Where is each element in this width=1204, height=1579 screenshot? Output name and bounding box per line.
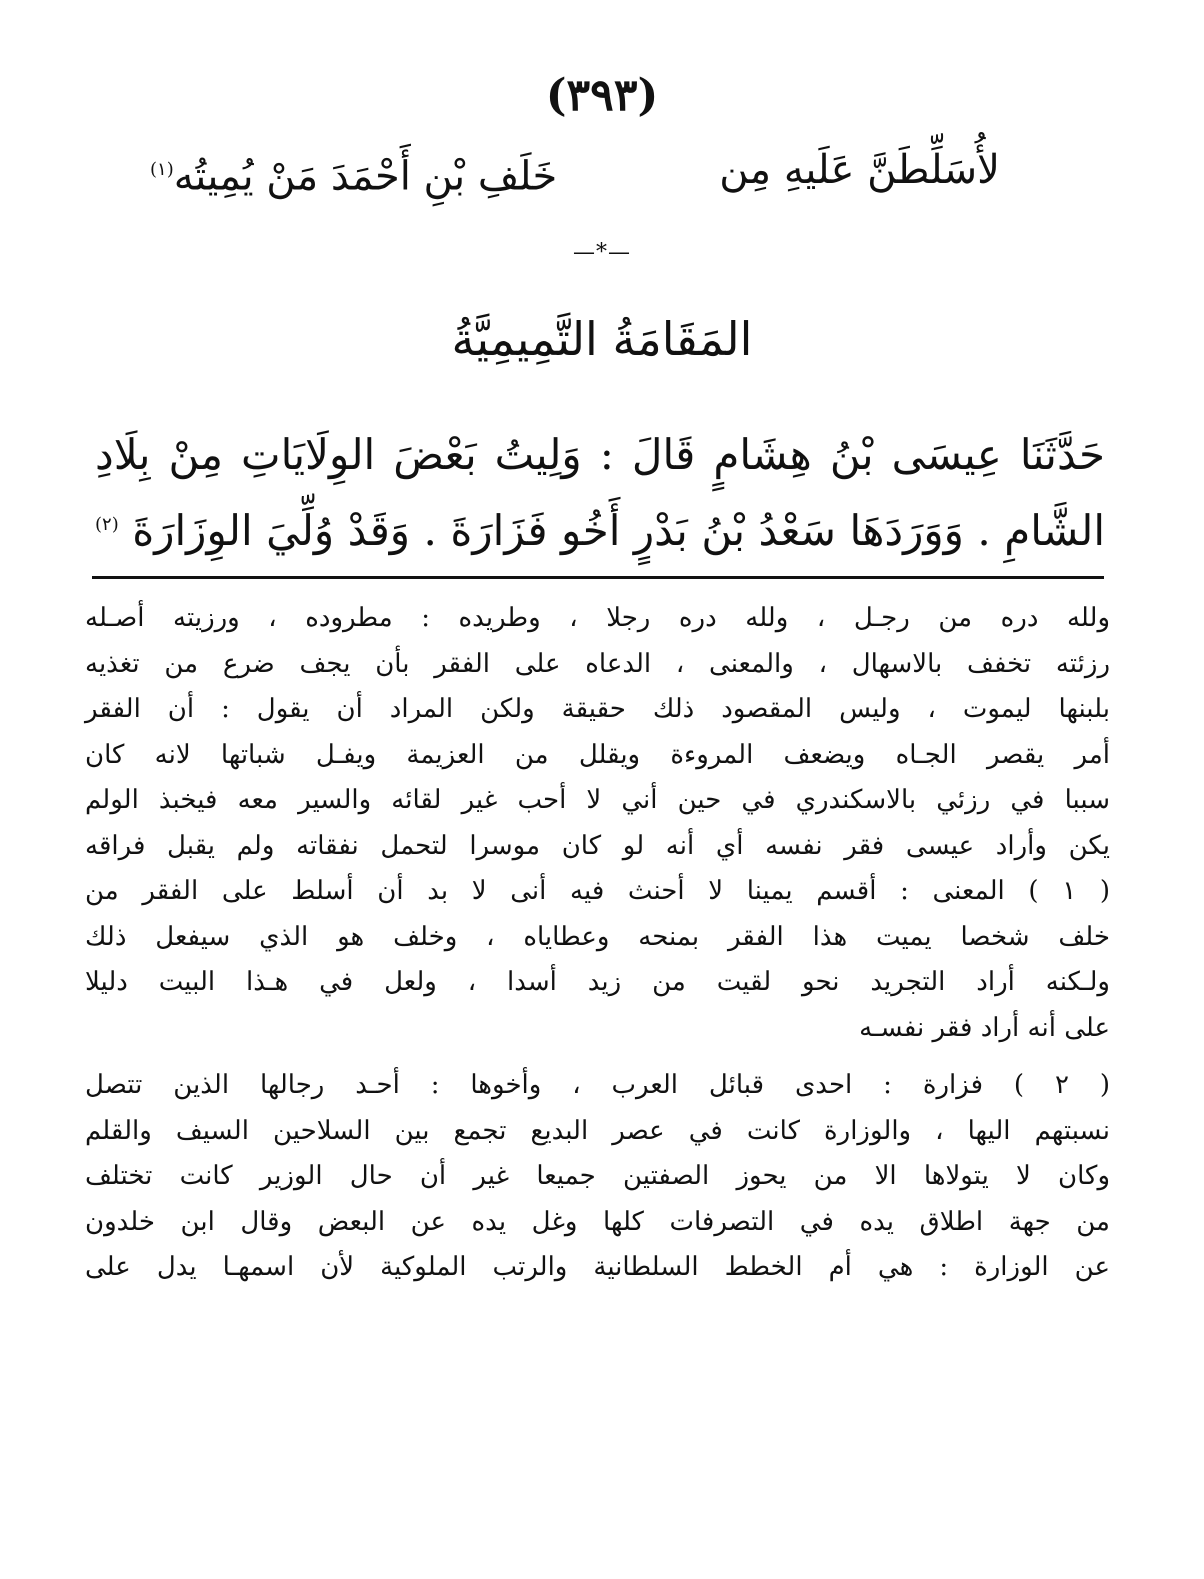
footnote-2-line: وكان لا يتولاها الا من يحوز الصفتين جميعا غير أن حال الوزير كانت تختلف xyxy=(85,1161,1110,1191)
footnote-1-line: على أنه أراد فقر نفسـه xyxy=(859,1012,1110,1043)
footnote-1-line: خلف شخصا يميت هذا الفقر بمنحه وعطاياه ، وخلف هو الذي سيفعل ذلك xyxy=(85,921,1110,952)
footnote-2-line: ( ٢ ) فزارة : احدى قبائل العرب ، وأخوها : أحـد رجالها الذين تتصل xyxy=(85,1070,1110,1100)
main-text-line xyxy=(95,490,1105,566)
page-number: (٣٩٣) xyxy=(545,70,659,121)
main-text-line: حَدَّثَنَا عِيسَى بْنُ هِشَامٍ قَالَ : وَلِيتُ بَعْضَ الوِلَايَاتِ مِنْ بِلَادِ xyxy=(95,430,1105,479)
verse-right-hemistich: لأُسَلِّطَنَّ عَلَيهِ مِن xyxy=(719,147,1000,193)
maqama-title: المَقَامَةُ التَّمِيمِيَّةُ xyxy=(451,312,753,366)
footnote-1-line: ولـكنه أراد التجريد نحو لقيت من زيد أسدا ، ولعل في هـذا البيت دليلا xyxy=(85,967,1110,997)
footnote-2-line: نسبتهم اليها ، والوزارة كانت في عصر البديع تجمع بين السلاحين السيف والقلم xyxy=(85,1115,1110,1146)
main-text-line-2: الشَّامِ . وَوَرَدَهَا سَعْدُ بْنُ بَدْرٍ أَخُو فَزَارَةَ . وَقَدْ وُلِّيَ الوِزَارَةَ xyxy=(132,506,1105,555)
section-ornament: —*— xyxy=(573,240,631,265)
footnote-line: رزئته تخفف بالاسهال ، والمعنى ، الدعاه على الفقر بأن يجف ضرع من تغذيه xyxy=(85,648,1110,679)
footnote-1-line: ( ١ ) المعنى : أقسم يمينا لا أحنث فيه أنى لا بد أن أسلط على الفقر من xyxy=(85,876,1110,906)
footnote-line: سببا في رزئي بالاسكندري في حين أني لا أحب غير لقائه والسير معه فيخبذ الولم xyxy=(85,785,1110,815)
footnote-ref-2: (٢) xyxy=(95,514,119,535)
main-text xyxy=(95,420,1105,566)
verse-left-text: خَلَفِ بْنِ أَحْمَدَ مَنْ يُمِيتُه xyxy=(173,153,558,200)
footnote-line: أمر يقصر الجـاه ويضعف المروءة ويقلل من العزيمة ويفـل شباتها لانه كان xyxy=(85,739,1110,770)
footnote-line: بلبنها ليموت ، وليس المقصود ذلك حقيقة ولكن المراد أن يقول : أن الفقر xyxy=(85,694,1110,724)
poetry-verse xyxy=(150,140,1000,206)
footnote-2-line: من جهة اطلاق يده في التصرفات كلها وغل يده عن البعض وقال ابن خلدون xyxy=(85,1206,1110,1237)
footnote-gap xyxy=(85,1051,1110,1063)
footnotes xyxy=(85,596,1110,1291)
footnote-ref-1: (١) xyxy=(150,159,174,180)
footnote-line: يكن وأراد عيسى فقر نفسه أي أنه لو كان موسرا لتحمل نفقاته ولم يقبل فراقه xyxy=(85,830,1110,861)
footnote-line: ولله دره من رجـل ، ولله دره رجلا ، وطريده : مطروده ، ورزيته أصـله xyxy=(85,603,1110,633)
verse-left-hemistich xyxy=(150,140,557,206)
footnote-divider xyxy=(92,576,1104,579)
footnote-2-line: عن الوزارة : هي أم الخطط السلطانية والرتب الملوكية لأن اسمهـا يدل على xyxy=(85,1252,1110,1282)
